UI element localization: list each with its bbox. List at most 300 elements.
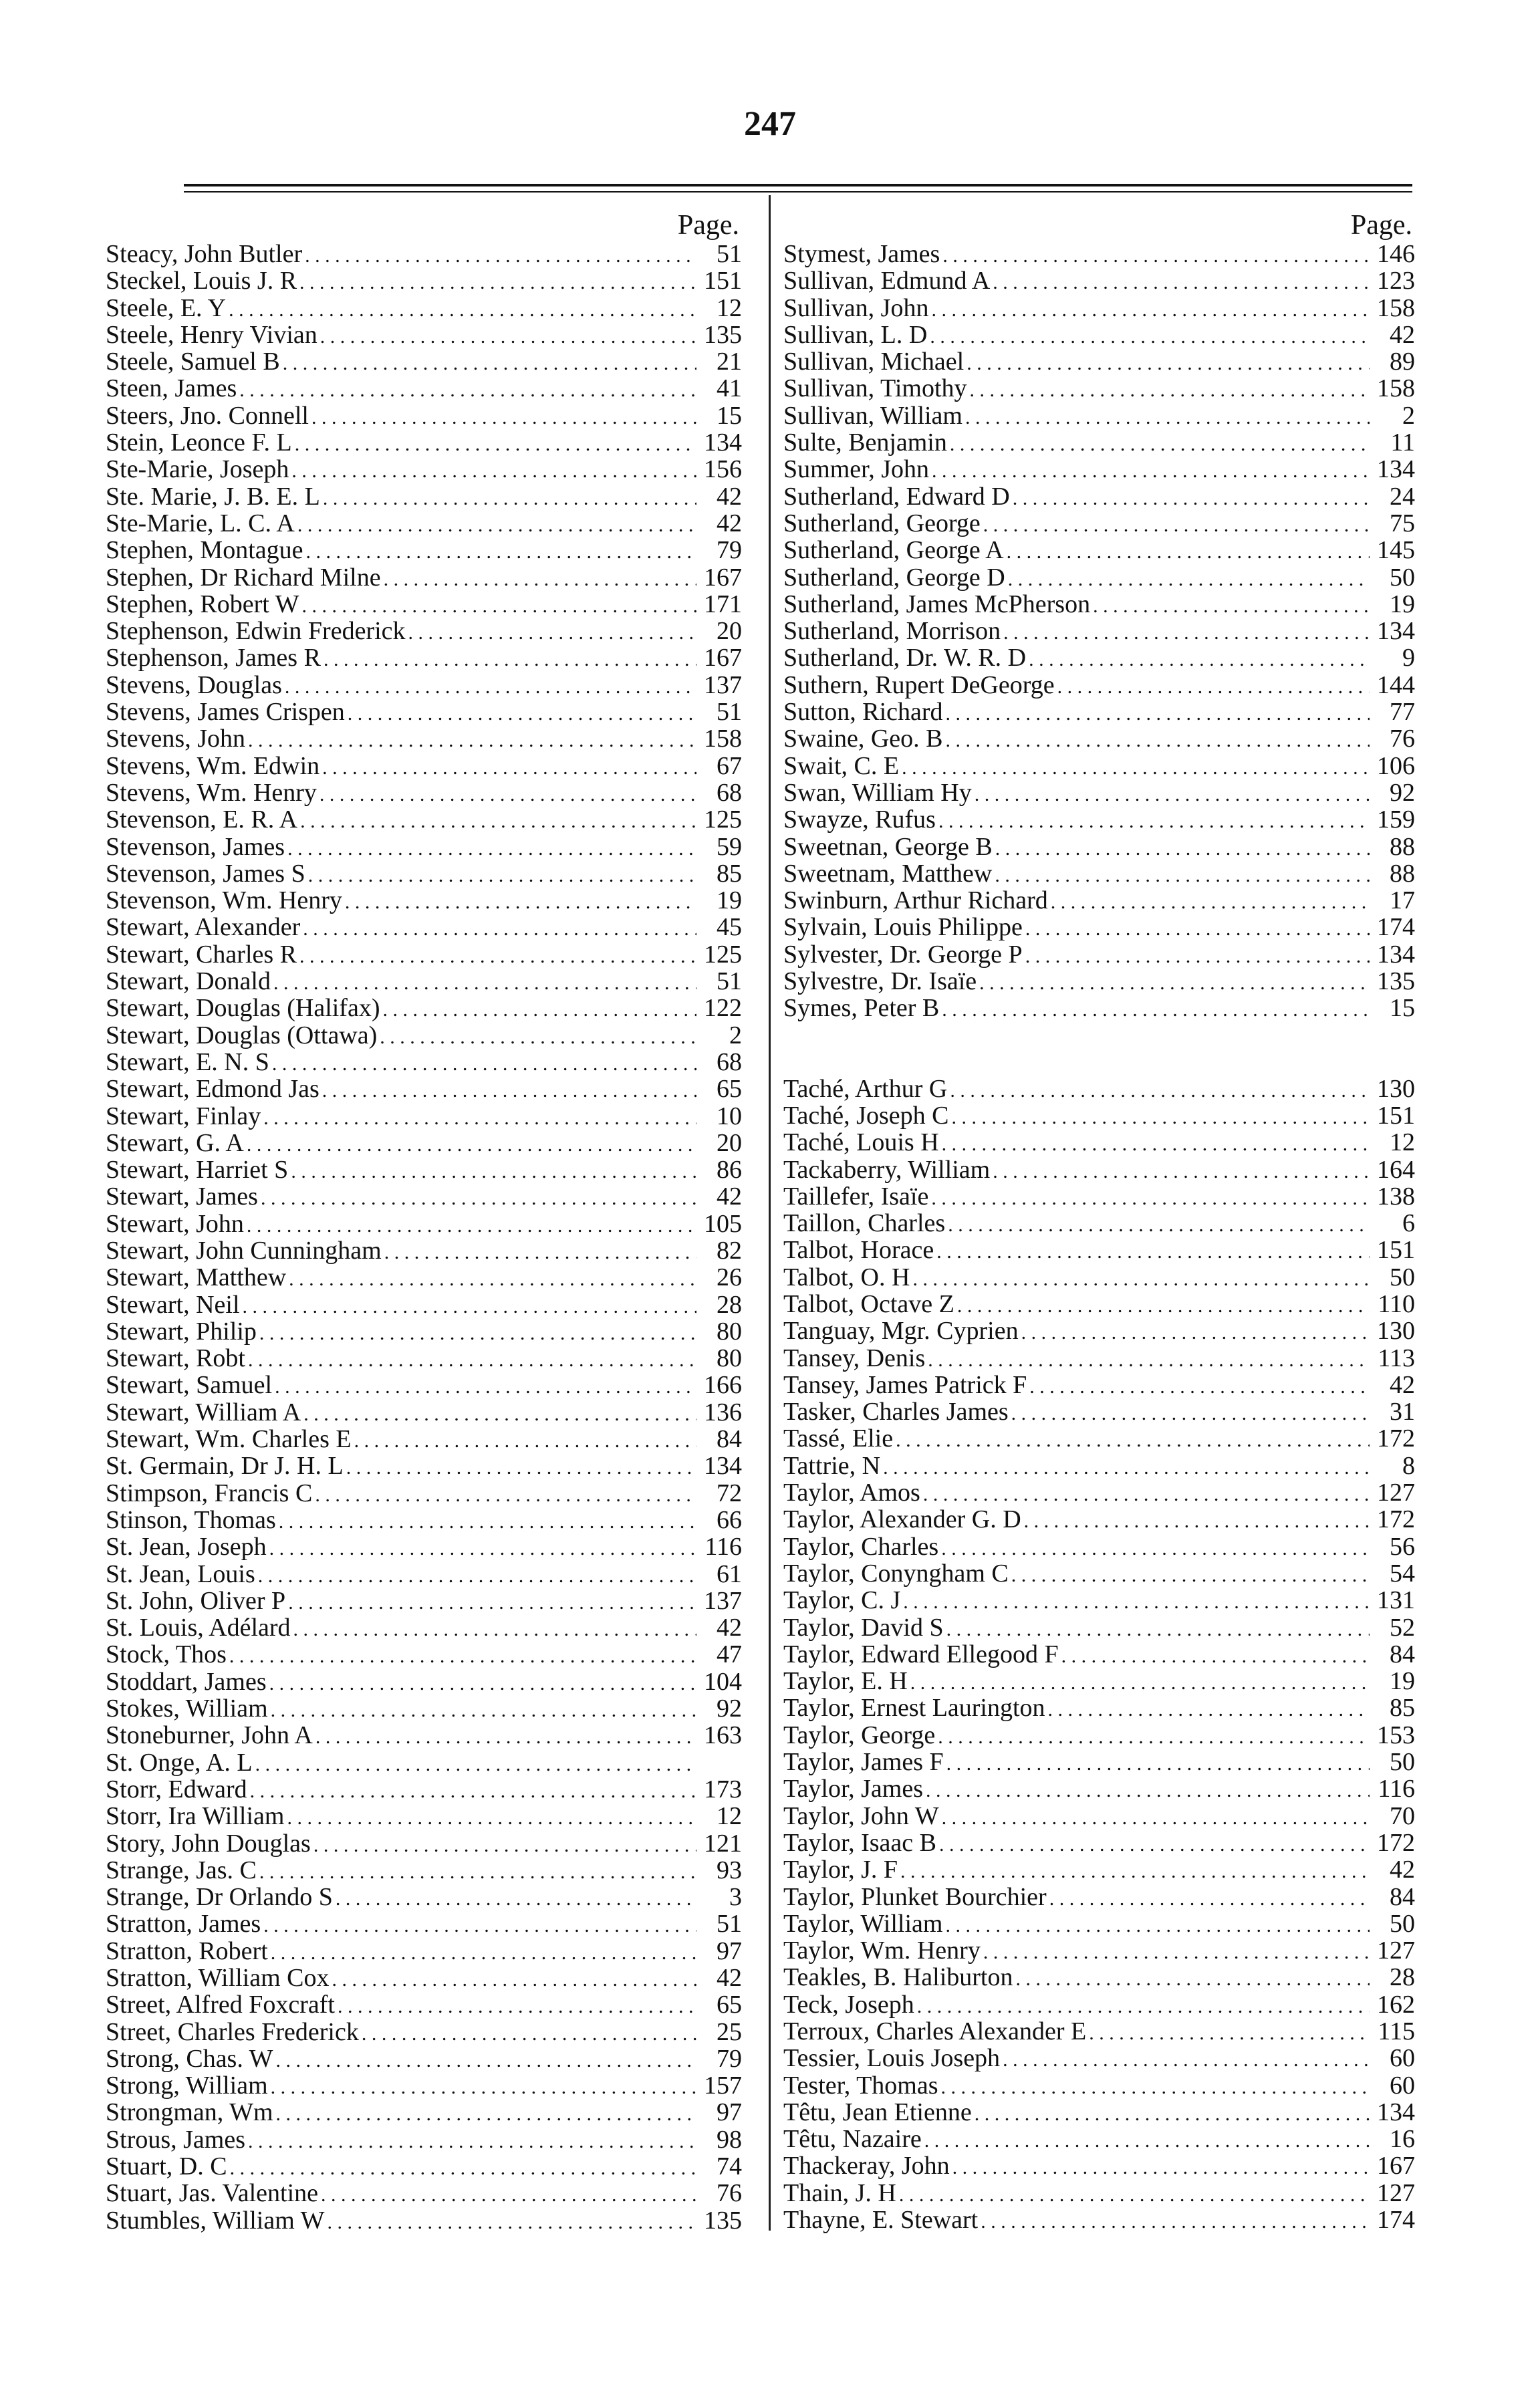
entry-name: Stevens, Wm. Henry <box>106 778 317 807</box>
entry-name: Storr, Edward <box>106 1775 247 1803</box>
entry-page-number: 167 <box>1377 2152 1415 2180</box>
dot-leader <box>243 1293 696 1320</box>
dot-leader <box>1029 646 1370 673</box>
dot-leader <box>248 1347 696 1374</box>
dot-leader <box>995 862 1370 889</box>
entry-page-number: 123 <box>1377 267 1415 295</box>
entry-page-number: 127 <box>1377 1936 1415 1965</box>
index-entry <box>106 537 742 563</box>
index-entry <box>106 1345 742 1372</box>
entry-page-number: 151 <box>1377 1236 1415 1265</box>
entry-page-number: 158 <box>704 725 742 753</box>
index-entry <box>106 1965 742 1991</box>
entry-name: Steen, James <box>106 374 237 403</box>
entry-name: Taylor, C. J <box>783 1586 901 1615</box>
dot-leader <box>975 781 1370 808</box>
entry-name: St. Jean, Joseph <box>106 1533 267 1561</box>
index-entry <box>783 1318 1415 1344</box>
dot-leader <box>1015 1966 1370 1993</box>
right-index-list-s <box>783 241 1415 1022</box>
dot-leader <box>926 1777 1370 1804</box>
entry-name: Sutherland, George <box>783 509 981 537</box>
index-entry <box>106 1588 742 1614</box>
index-entry <box>783 914 1415 940</box>
entry-name: Steers, Jno. Connell <box>106 401 309 430</box>
entry-name: Stephen, Montague <box>106 536 303 565</box>
dot-leader <box>903 1589 1370 1616</box>
index-entry <box>106 1076 742 1102</box>
entry-name: Talbot, Octave Z <box>783 1289 954 1318</box>
entry-page-number: 12 <box>1390 1128 1415 1157</box>
entry-name: Ste. Marie, J. B. E. L <box>106 482 320 511</box>
entry-name: Stuart, Jas. Valentine <box>106 2179 319 2208</box>
entry-page-number: 50 <box>1390 1748 1415 1777</box>
entry-page-number: 93 <box>717 1856 742 1884</box>
index-entry <box>106 860 742 887</box>
index-entry <box>783 2152 1415 2179</box>
entry-page-number: 2 <box>729 1021 742 1049</box>
index-entry <box>783 429 1415 456</box>
dot-leader <box>951 1104 1370 1131</box>
entry-name: Stuart, D. C <box>106 2152 227 2181</box>
index-entry <box>106 1130 742 1156</box>
dot-leader <box>293 1616 696 1643</box>
index-entry <box>106 348 742 375</box>
index-entry <box>106 1722 742 1749</box>
entry-name: Sutherland, Edward D <box>783 482 1010 511</box>
entry-page-number: 47 <box>717 1640 742 1669</box>
index-entry <box>783 1237 1415 1263</box>
dot-leader <box>272 1051 696 1078</box>
dot-leader <box>902 755 1370 781</box>
entry-name: Taylor, Ernest Laurington <box>783 1694 1045 1723</box>
dot-leader <box>320 324 696 350</box>
entry-name: Summer, John <box>783 455 930 484</box>
index-entry <box>783 1479 1415 1506</box>
dot-leader <box>975 2101 1370 2128</box>
entry-name: Taylor, Charles <box>783 1532 939 1561</box>
entry-name: Stewart, Donald <box>106 967 271 996</box>
dot-leader <box>263 1912 696 1939</box>
index-entry <box>783 1345 1415 1372</box>
index-entry <box>106 1884 742 1910</box>
dot-leader <box>942 997 1370 1023</box>
entry-page-number: 138 <box>1377 1182 1415 1211</box>
entry-page-number: 113 <box>1378 1344 1415 1372</box>
dot-leader <box>957 1293 1370 1320</box>
entry-name: Tattrie, N <box>783 1451 881 1480</box>
index-entry <box>783 1937 1415 1964</box>
entry-page-number: 68 <box>717 778 742 807</box>
entry-page-number: 82 <box>717 1236 742 1265</box>
dot-leader <box>923 1481 1370 1508</box>
index-entry <box>106 375 742 402</box>
index-entry <box>783 753 1415 779</box>
index-entry <box>106 1830 742 1857</box>
dot-leader <box>942 1131 1370 1158</box>
index-entry <box>106 1480 742 1507</box>
index-entry <box>783 267 1415 294</box>
entry-name: Teakles, B. Haliburton <box>783 1963 1013 1992</box>
entry-page-number: 26 <box>717 1263 742 1292</box>
entry-page-number: 80 <box>717 1317 742 1346</box>
dot-leader <box>931 1185 1370 1212</box>
entry-name: Stoneburner, John A <box>106 1721 313 1750</box>
dot-leader <box>965 404 1370 431</box>
entry-name: Thain, J. H <box>783 2178 896 2207</box>
entry-name: Sullivan, Michael <box>783 348 965 376</box>
entry-name: Ste-Marie, L. C. A <box>106 509 295 537</box>
index-entry <box>106 1533 742 1560</box>
dot-leader <box>384 1239 696 1266</box>
entry-name: Sullivan, John <box>783 293 929 322</box>
entry-page-number: 121 <box>704 1829 742 1858</box>
index-entry <box>106 2153 742 2180</box>
dot-leader <box>899 2182 1370 2209</box>
dot-leader <box>993 269 1370 296</box>
entry-page-number: 106 <box>1377 751 1415 780</box>
index-entry <box>783 2207 1415 2233</box>
dot-leader <box>1003 2047 1370 2074</box>
entry-name: Stevenson, James <box>106 832 285 861</box>
index-entry <box>106 672 742 699</box>
index-entry <box>783 1668 1415 1695</box>
entry-page-number: 19 <box>1390 590 1415 618</box>
dot-leader <box>288 1590 696 1616</box>
entry-page-number: 105 <box>704 1209 742 1238</box>
index-entry <box>106 1938 742 1965</box>
dot-leader <box>345 889 696 916</box>
dot-leader <box>1048 1697 1370 1723</box>
entry-page-number: 104 <box>704 1667 742 1696</box>
entry-page-number: 60 <box>1390 2044 1415 2073</box>
index-entry <box>783 1533 1415 1560</box>
entry-page-number: 85 <box>717 859 742 888</box>
index-entry <box>783 1425 1415 1452</box>
entry-name: Têtu, Jean Etienne <box>783 2098 972 2126</box>
entry-page-number: 145 <box>1377 536 1415 565</box>
entry-page-number: 84 <box>717 1425 742 1454</box>
entry-page-number: 110 <box>1378 1289 1415 1318</box>
index-entry <box>783 1129 1415 1156</box>
entry-page-number: 20 <box>717 617 742 646</box>
dot-leader <box>1008 566 1370 593</box>
entry-name: Taylor, J. F <box>783 1856 898 1884</box>
entry-page-number: 136 <box>704 1398 742 1426</box>
dot-leader <box>285 674 696 701</box>
dot-leader <box>248 727 696 754</box>
dot-leader <box>946 1616 1370 1643</box>
entry-page-number: 134 <box>1377 455 1415 484</box>
index-entry <box>106 699 742 725</box>
dot-leader <box>930 324 1370 350</box>
index-entry <box>106 241 742 267</box>
entry-page-number: 10 <box>717 1102 742 1130</box>
dot-leader <box>279 1509 696 1535</box>
entry-page-number: 15 <box>1390 994 1415 1023</box>
entry-page-number: 89 <box>1390 348 1415 376</box>
index-entry <box>106 1291 742 1318</box>
entry-name: Taylor, Conyngham C <box>783 1559 1009 1588</box>
entry-name: Tassé, Elie <box>783 1424 894 1453</box>
entry-page-number: 153 <box>1377 1721 1415 1749</box>
entry-page-number: 25 <box>717 2017 742 2046</box>
dot-leader <box>308 862 696 889</box>
entry-page-number: 151 <box>704 267 742 295</box>
index-entry <box>106 1641 742 1668</box>
dot-leader <box>910 1670 1370 1697</box>
entry-page-number: 74 <box>717 2152 742 2181</box>
page-number: 247 <box>744 105 796 143</box>
dot-leader <box>315 1482 696 1509</box>
index-entry <box>106 1668 742 1695</box>
index-entry <box>783 1506 1415 1533</box>
entry-name: Storr, Ira William <box>106 1802 285 1831</box>
entry-page-number: 2 <box>1402 401 1415 430</box>
dot-leader <box>967 350 1370 377</box>
entry-page-number: 52 <box>1390 1613 1415 1642</box>
dot-leader <box>322 755 696 781</box>
entry-name: Thackeray, John <box>783 2152 950 2180</box>
entry-page-number: 68 <box>717 1047 742 1076</box>
dot-leader <box>332 1967 697 1993</box>
entry-name: Steele, Samuel B <box>106 348 280 376</box>
entry-name: Sylvester, Dr. George P <box>783 940 1023 969</box>
entry-name: St. John, Oliver P <box>106 1586 286 1615</box>
entry-name: Taillefer, Isaïe <box>783 1182 929 1211</box>
entry-name: Story, John Douglas <box>106 1829 311 1858</box>
dot-leader <box>917 1993 1370 2020</box>
entry-page-number: 116 <box>1378 1775 1415 1803</box>
entry-name: Stewart, Douglas (Ottawa) <box>106 1021 378 1049</box>
header-rule <box>184 184 1412 186</box>
entry-page-number: 72 <box>717 1479 742 1507</box>
entry-name: Stewart, G. A <box>106 1128 244 1157</box>
index-entry <box>106 968 742 995</box>
index-entry <box>783 348 1415 375</box>
index-entry <box>783 1183 1415 1210</box>
entry-name: Swan, William Hy <box>783 778 972 807</box>
dot-leader <box>1051 889 1370 916</box>
dot-leader <box>936 1239 1370 1265</box>
index-entry <box>106 295 742 322</box>
dot-leader <box>299 943 696 970</box>
entry-name: Tanguay, Mgr. Cyprien <box>783 1317 1019 1346</box>
entry-name: Tasker, Charles James <box>783 1398 1009 1426</box>
dot-leader <box>950 431 1370 458</box>
dot-leader <box>295 431 696 458</box>
dot-leader <box>983 1939 1370 1966</box>
index-entry <box>783 1453 1415 1479</box>
dot-leader <box>291 458 696 485</box>
left-column <box>106 210 742 2234</box>
index-entry <box>106 1614 742 1641</box>
entry-page-number: 65 <box>717 1075 742 1104</box>
entry-name: Stevens, James Crispen <box>106 698 345 727</box>
entry-name: Taylor, James <box>783 1775 923 1803</box>
dot-leader <box>1061 1643 1370 1670</box>
dot-leader <box>299 269 696 296</box>
entry-page-number: 42 <box>717 1182 742 1211</box>
dot-leader <box>384 566 696 593</box>
entry-name: Strous, James <box>106 2125 245 2154</box>
entry-name: Tansey, James Patrick F <box>783 1370 1027 1399</box>
dot-leader <box>931 297 1370 324</box>
dot-leader <box>269 1670 696 1697</box>
index-entry <box>783 1641 1415 1668</box>
index-entry <box>783 295 1415 322</box>
entry-name: Sutherland, James McPherson <box>783 590 1091 618</box>
entry-page-number: 116 <box>704 1533 742 1561</box>
index-entry <box>106 1264 742 1291</box>
entry-name: Sutherland, George D <box>783 563 1005 592</box>
entry-page-number: 61 <box>717 1559 742 1588</box>
dot-leader <box>271 2074 696 2101</box>
index-entry <box>783 1695 1415 1721</box>
entry-page-number: 171 <box>704 590 742 618</box>
entry-name: Strange, Jas. C <box>106 1856 257 1884</box>
entry-page-number: 70 <box>1390 1801 1415 1830</box>
index-entry <box>106 1049 742 1076</box>
entry-page-number: 97 <box>717 2098 742 2127</box>
entry-name: Taylor, Amos <box>783 1479 920 1507</box>
entry-name: Stewart, William A <box>106 1398 301 1426</box>
entry-name: Sullivan, William <box>783 401 962 430</box>
dot-leader <box>255 1751 696 1778</box>
dot-leader <box>229 1643 696 1670</box>
entry-page-number: 88 <box>1390 859 1415 888</box>
dot-leader <box>924 2128 1370 2154</box>
index-entry <box>783 2018 1415 2045</box>
dot-leader <box>946 727 1370 754</box>
index-entry <box>783 241 1415 267</box>
entry-page-number: 158 <box>1377 293 1415 322</box>
dot-leader <box>321 2182 696 2209</box>
entry-name: Strange, Dr Orlando S <box>106 1883 333 1912</box>
dot-leader <box>928 1347 1370 1374</box>
dot-leader <box>995 836 1370 862</box>
entry-page-number: 56 <box>1390 1532 1415 1561</box>
entry-page-number: 144 <box>1377 670 1415 699</box>
dot-leader <box>259 1320 696 1347</box>
entry-page-number: 164 <box>1377 1155 1415 1184</box>
entry-page-number: 42 <box>1390 1370 1415 1399</box>
entry-name: Steacy, John Butler <box>106 240 303 268</box>
index-entry <box>106 1776 742 1803</box>
page-header-label: Page. <box>1350 210 1412 241</box>
index-entry <box>783 941 1415 968</box>
entry-page-number: 134 <box>1377 940 1415 969</box>
index-entry <box>106 995 742 1021</box>
index-entry <box>783 1991 1415 2018</box>
dot-leader <box>948 1212 1370 1239</box>
index-entry <box>106 941 742 968</box>
dot-leader <box>276 2101 696 2128</box>
entry-name: Symes, Peter B <box>783 994 940 1023</box>
dot-leader <box>354 1428 696 1455</box>
index-entry <box>783 644 1415 671</box>
entry-name: Stewart, Samuel <box>106 1371 273 1400</box>
entry-page-number: 134 <box>1377 2098 1415 2126</box>
entry-name: St. Louis, Adélard <box>106 1614 291 1642</box>
dot-leader <box>239 377 696 404</box>
dot-leader <box>287 1805 696 1832</box>
index-entry <box>106 1183 742 1210</box>
dot-leader <box>1011 1562 1370 1589</box>
entry-name: Steckel, Louis J. R <box>106 267 297 295</box>
dot-leader <box>230 2155 696 2182</box>
entry-name: Taché, Joseph C <box>783 1101 949 1130</box>
index-entry <box>783 510 1415 537</box>
entry-page-number: 42 <box>717 1614 742 1642</box>
entry-name: Tackaberry, William <box>783 1155 991 1184</box>
dot-leader <box>271 1697 696 1724</box>
index-entry <box>106 1991 742 2018</box>
index-entry <box>106 402 742 429</box>
entry-name: Sutherland, George A <box>783 536 1004 565</box>
entry-page-number: 59 <box>717 832 742 861</box>
dot-leader <box>883 1455 1370 1481</box>
index-entry <box>783 779 1415 806</box>
dot-leader <box>941 2074 1370 2101</box>
index-entry <box>106 806 742 833</box>
entry-name: Stewart, E. N. S <box>106 1047 269 1076</box>
entry-page-number: 134 <box>1377 617 1415 646</box>
dot-leader <box>276 2047 696 2074</box>
entry-page-number: 15 <box>717 401 742 430</box>
index-entry <box>783 591 1415 618</box>
entry-page-number: 151 <box>1377 1101 1415 1130</box>
dot-leader <box>319 781 696 808</box>
index-entry <box>783 806 1415 833</box>
index-entry <box>783 402 1415 429</box>
index-entry <box>783 2180 1415 2207</box>
entry-page-number: 172 <box>1377 1505 1415 1534</box>
dot-leader <box>229 297 696 324</box>
entry-page-number: 66 <box>717 1505 742 1534</box>
dot-leader <box>362 2021 696 2047</box>
index-entry <box>106 1399 742 1426</box>
index-entry <box>106 725 742 752</box>
index-entry <box>106 618 742 644</box>
entry-page-number: 12 <box>717 1802 742 1831</box>
entry-page-number: 42 <box>717 482 742 511</box>
entry-name: Taylor, Alexander G. D <box>783 1505 1021 1534</box>
entry-page-number: 20 <box>717 1128 742 1157</box>
entry-name: Taché, Arthur G <box>783 1074 948 1103</box>
entry-name: Stinson, Thomas <box>106 1505 276 1534</box>
entry-page-number: 127 <box>1377 2178 1415 2207</box>
entry-page-number: 137 <box>704 670 742 699</box>
index-entry <box>106 1318 742 1345</box>
entry-page-number: 79 <box>717 2044 742 2073</box>
dot-leader <box>981 2209 1370 2235</box>
entry-name: Stoddart, James <box>106 1667 267 1696</box>
entry-page-number: 130 <box>1377 1317 1415 1346</box>
index-entry <box>106 483 742 510</box>
entry-page-number: 173 <box>704 1775 742 1803</box>
entry-page-number: 24 <box>1390 482 1415 511</box>
entry-name: Taylor, David S <box>783 1613 944 1642</box>
entry-name: Teck, Joseph <box>783 1990 914 2019</box>
entry-page-number: 50 <box>1390 1909 1415 1938</box>
entry-page-number: 135 <box>704 2206 742 2235</box>
entry-name: Stokes, William <box>106 1695 268 1723</box>
entry-page-number: 88 <box>1390 832 1415 861</box>
index-entry <box>106 1103 742 1130</box>
entry-name: Taylor, Plunket Bourchier <box>783 1882 1047 1911</box>
dot-leader <box>248 2128 696 2155</box>
